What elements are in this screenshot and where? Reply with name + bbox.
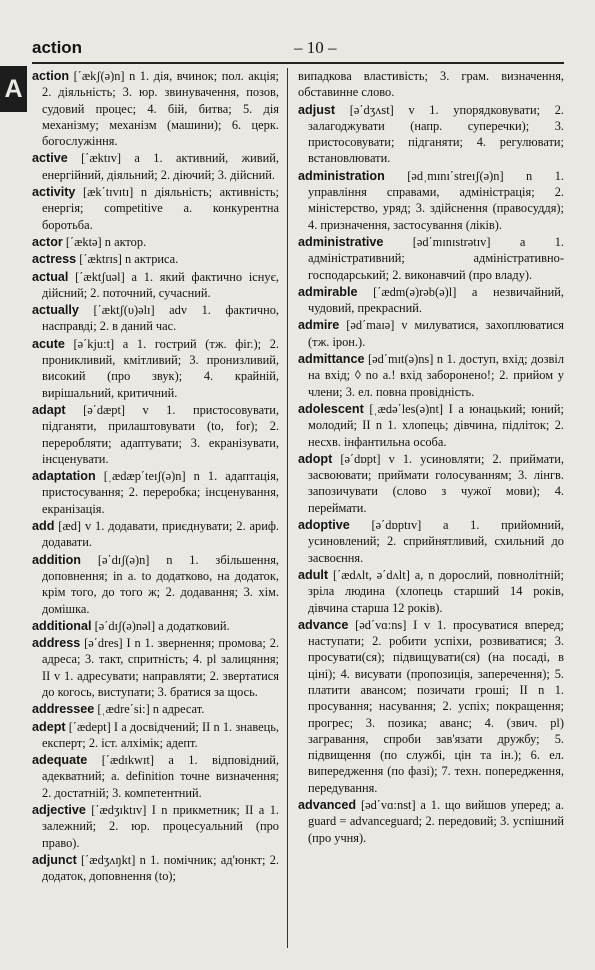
dictionary-entry [298,797,564,846]
entry-definition: [æk΄tɪvɪtɪ] n діяльність; активність; енергія; competitive a. конкурентна боротьба. [42,185,279,232]
entry-headword: adolescent [298,401,364,416]
dictionary-entry [32,269,279,302]
entry-headword: additional [32,618,92,633]
entry-headword: activity [32,185,76,200]
entry-definition: [ˌædæp΄teɪʃ(ə)n] n 1. адаптація, пристосування; 2. переробка; інсценування, екранізація. [42,469,279,516]
right-column [298,68,564,948]
entry-headword: advanced [298,798,357,813]
entry-headword: admirable [298,284,358,299]
entry-headword: actor [32,234,63,249]
entry-headword: adapt [32,402,66,417]
dictionary-entry [32,184,279,233]
dictionary-entry [298,317,564,350]
dictionary-entry [32,518,279,551]
entry-definition: [΄ædʒʌŋkt] n 1. помічник; ад'юнкт; 2. додаток, доповнення (to); [42,852,279,884]
entry-headword: actually [32,303,79,318]
dictionary-entry [32,618,279,634]
entry-definition: [΄æktə] n актор. [62,234,147,249]
dictionary-entry [32,251,279,267]
entry-headword: active [32,151,68,166]
running-head: action [32,38,83,57]
dictionary-entry [32,552,279,617]
dictionary-entry [32,150,279,183]
dictionary-entry [298,351,564,400]
entry-definition: [΄æktʃuəl] a 1. який фактично існує, дійсний; 2. поточний, сучасний. [42,269,279,300]
dictionary-entry [32,852,279,885]
entry-headword: add [32,519,55,534]
entry-definition: [ˌædre΄si:] n адресат. [94,702,205,717]
entry-definition: [΄ædʌlt, ə΄dʌlt] a, n дорослий, повнолітній; зріла людина (хлопець старший 14 років, дівчина старша 12 років). [308,567,564,615]
dictionary-entry [298,68,564,101]
entry-definition: [΄ædʒɪktɪv] I n прикметник; II a 1. залежний; 2. юр. процесуальний (про право). [42,803,279,850]
entry-headword: addition [32,552,81,567]
entry-headword: adjunct [32,852,77,867]
entry-definition: випадкова властивість; 3. грам. визначення, обставинне слово. [298,69,564,100]
entry-headword: adult [298,567,329,582]
entry-headword: adoptive [298,518,350,533]
entry-headword: administration [298,168,385,183]
entry-definition: [ə΄dɒptɪv] a 1. прийомний, усиновлений; 2. сприйнятливий, схильний до засвоєння. [308,518,564,565]
entry-headword: address [32,636,81,651]
entry-headword: advance [298,617,349,632]
dictionary-entry [298,517,564,566]
entry-definition: [ə΄dʒʌst] v 1. упорядковувати; 2. залагоджувати (напр. суперечки); 3. пристосовувати; підганяти; 4. регулювати; встановлювати. [308,102,564,166]
dictionary-entry [298,168,564,233]
alphabet-thumb-tab: A [0,66,27,112]
dictionary-entry [298,617,564,796]
entry-definition: [ə΄dɒpt] v 1. усиновляти; 2. приймати, засвоювати; приймати голосуванням; 3. лінгв. запозичувати (слово з чужої мови); 4. переймати. [308,451,564,515]
dictionary-entry [32,336,279,401]
entry-definition: [΄æktrɪs] n актриса. [76,252,179,267]
page-header [32,36,564,64]
entry-headword: adequate [32,753,88,768]
dictionary-entry [298,401,564,450]
entry-definition: [ədˌmɪnɪ΄streɪʃ(ə)n] n 1. управління справами, адміністрація; 2. міністерство, уряд; 3. здійснення (правосуддя); 4. призначення, застосування (ліків). [308,168,564,232]
dictionary-entry [32,802,279,851]
entry-definition: [΄ædept] I a досвідчений; II n 1. знавець, експерт; 2. іст. алхімік; адепт. [42,719,279,750]
dictionary-entry [32,402,279,467]
entry-headword: adopt [298,451,333,466]
entry-definition: [əd΄maɪə] v милуватися, захоплюватися (тж. ірон.). [308,318,564,349]
entry-headword: adjective [32,803,86,818]
entry-definition: [΄ædm(ə)rəb(ə)l] a незвичайний, чудовий, прекрасний. [308,284,564,316]
left-column [32,68,279,948]
entry-headword: adept [32,719,66,734]
entry-definition: [əd΄mɪnɪstrətɪv] a 1. адміністративний; адміністративно-господарський; 2. виконавчий (про владу). [308,234,564,282]
entry-definition: [ə΄dɪʃ(ə)n] n 1. збільшення, доповнення; in a. to додатково, на додаток, крім того, до того ж; 2. додавання; 3. хім. домішка. [42,552,279,616]
dictionary-entry [32,752,279,801]
entry-definition: [΄ædɪkwɪt] a 1. відповідний, адекватний; a. definition точне визначення; 2. достатній; 3. компетентний. [42,753,279,800]
entry-headword: actual [32,269,69,284]
dictionary-entry [298,234,564,283]
entry-headword: admittance [298,352,365,367]
dictionary-entry [298,567,564,616]
dictionary-entry [298,284,564,317]
entry-headword: administrative [298,234,384,249]
entry-definition: [ə΄dæpt] v 1. пристосовувати, підганяти, прилаштовувати (to, for); 2. переробляти; адаптувати; 3. екранізувати, інсценувати. [42,402,279,466]
entry-headword: acute [32,336,65,351]
entry-definition: [əd΄vɑ:nst] a 1. що вийшов уперед; a. guard = advanceguard; 2. передовий; 3. успішний (про учня). [308,798,564,845]
entry-headword: admire [298,318,340,333]
entry-headword: actress [32,252,77,267]
dictionary-entry [32,234,279,250]
dictionary-entry [32,468,279,517]
entry-definition: [ə΄kju:t] a 1. гострий (тж. фіг.); 2. проникливий, кмітливий; 3. пронизливий, високий (про звук); 4. крайній, вирішальний, критичний. [42,336,279,400]
entry-definition: [ə΄dɪʃ(ə)nəl] a додатковий. [91,618,230,633]
dictionary-entry [32,701,279,717]
dictionary-entry [32,302,279,335]
dictionary-entry [32,719,279,752]
entry-definition: [ˌædə΄les(ə)nt] I a юнацький; юний; молодий; II n 1. хлопець; дівчина, підліток; 2. несхв. інфантильна особа. [308,401,564,449]
entry-definition: [ə΄dres] I n 1. звернення; промова; 2. адреса; 3. такт, спритність; 4. pl залицяння; II v 1. адресувати; направляти; 2. звертатися до когось, виступати; 3. братися за щось. [42,636,279,699]
entry-definition: [əd΄vɑ:ns] I v 1. просуватися вперед; наступати; 2. робити успіхи, розвиватися; 3. просувати(ся); підвищувати(ся) (на посаді, в ціні); 4. висувати (пропозиція, заперечення); 5. платити авансом; позичати гроші; II n 1. просування; насування; 2. успіх; покращення; прогрес; 3. позика; аванс; 4. (звич. pl) загравання, спроби зав'язати дружбу; 5. підвищення (по службі, цін та ін.); 6. ел. випередження (по фазі); 7. техн. попередження, передування. [308,617,564,795]
dictionary-entry [298,451,564,516]
entry-definition: [΄ækʃ(ə)n] n 1. дія, вчинок; пол. акція; 2. діяльність; 3. юр. звинувачення, позов, судовий процес; 4. бій, битва; 5. дія механізму; механізм (машини); 6. церк. богослужіння. [42,69,279,149]
entry-definition: [΄æktɪv] a 1. активний, живий, енергійний, діяльний; 2. діючий; 3. дійсний. [42,151,279,182]
entry-definition: [əd΄mɪt(ə)ns] n 1. доступ, вхід; дозвіл на вхід; ◊ no a.! вхід заборонено!; 2. прийом у члени; 3. ел. повна провідність. [308,352,564,399]
page-number: – 10 – [294,38,337,57]
dictionary-entry [32,68,279,149]
dictionary-entry [298,102,564,167]
entry-definition: [æd] v 1. додавати, приєднувати; 2. ариф. додавати. [42,519,279,550]
entry-headword: adjust [298,102,336,117]
dictionary-entry [32,635,279,700]
entry-headword: action [32,69,70,83]
column-divider [287,68,288,948]
entry-definition: [΄æktʃ(υ)əlɪ] adv 1. фактично, насправді; 2. в даний час. [42,303,279,334]
entry-headword: adaptation [32,469,96,484]
entry-headword: addressee [32,702,95,717]
